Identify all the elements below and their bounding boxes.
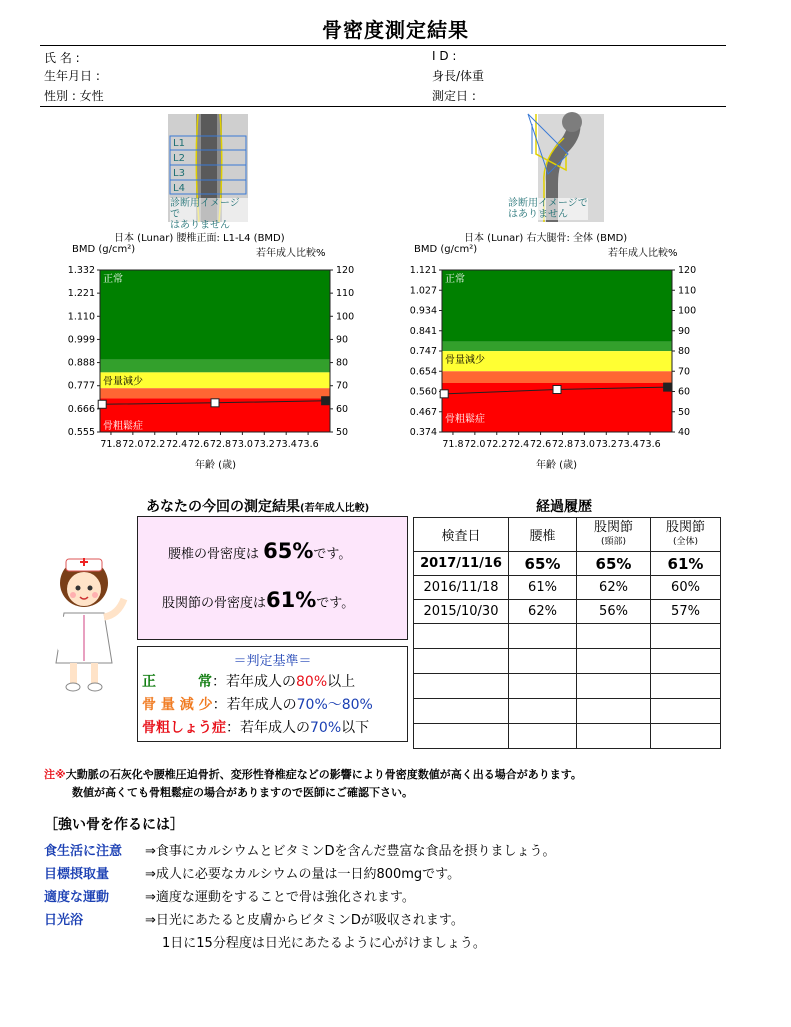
- history-cell: 62%: [509, 600, 577, 624]
- spine-bmd-label: BMD (g/cm²): [72, 244, 136, 255]
- y-right-tick-label: 70: [678, 366, 691, 378]
- y-tick-label: 0.666: [67, 403, 95, 415]
- advice-key: 食生活に注意: [44, 844, 123, 859]
- chart-zone: [442, 270, 672, 342]
- x-tick-label: 72.8: [551, 439, 574, 450]
- date-label: 測定日 :: [432, 89, 476, 103]
- hip-result-prefix: 股関節の骨密度は: [162, 596, 267, 611]
- data-point: [211, 399, 219, 407]
- x-tick-label: 72.4: [166, 439, 188, 450]
- x-tick-label: 73.4: [617, 439, 639, 450]
- spine-x-label: 年齢 (歳): [195, 460, 236, 471]
- hip-result-suffix: です。: [316, 596, 355, 611]
- y-right-tick-label: 40: [678, 427, 691, 438]
- y-tick-label: 0.560: [409, 386, 437, 398]
- zone-label-osteopenia: 骨量減少: [445, 355, 485, 367]
- history-title: 経過履歴: [536, 499, 592, 515]
- history-row: [414, 576, 721, 600]
- note-text-1: 大動脈の石灰化や腰椎圧迫骨折、変形性脊椎症などの影響により骨密度数値が高く出る場合があります。: [65, 768, 582, 781]
- zone-label-normal: 正常: [103, 274, 123, 285]
- criteria-row-normal: [142, 671, 355, 691]
- y-tick-label: 1.027: [409, 285, 437, 297]
- hip-scan-image: [508, 114, 604, 222]
- zone-label-osteoporosis: 骨粗鬆症: [103, 420, 143, 432]
- zone-label-osteoporosis: 骨粗鬆症: [445, 413, 485, 425]
- advice-key: 目標摂取量: [44, 867, 110, 882]
- criteria-post: 以下: [341, 720, 370, 736]
- y-tick-label: 1.221: [67, 288, 95, 300]
- chart-zone: [100, 388, 330, 398]
- data-point: [664, 383, 672, 391]
- history-cell: [651, 649, 721, 674]
- y-tick-label: 0.555: [67, 427, 95, 438]
- hip-result: [162, 588, 354, 612]
- note-mark: 注※: [44, 768, 66, 781]
- history-cell: [414, 649, 509, 674]
- chart-zone: [442, 371, 672, 383]
- history-cell: [651, 699, 721, 724]
- x-tick-label: 72.0: [122, 439, 144, 450]
- height-weight-label: 身長/体重: [432, 69, 485, 83]
- hip-bmd-chart: [402, 258, 712, 458]
- spine-label-l3: L3: [173, 168, 185, 179]
- history-cell: [509, 724, 577, 749]
- history-row: [414, 724, 721, 749]
- history-cell: [509, 699, 577, 724]
- chart-zone: [100, 360, 330, 373]
- history-cell: 61%: [651, 552, 721, 576]
- y-right-tick-label: 90: [336, 334, 349, 346]
- spine-result-value: 65%: [263, 539, 314, 563]
- x-tick-label: 72.2: [144, 439, 166, 450]
- id-label: I D :: [432, 49, 457, 63]
- y-tick-label: 1.110: [67, 311, 95, 323]
- history-row: [414, 674, 721, 699]
- data-point: [98, 400, 106, 408]
- hip-result-value: 61%: [266, 588, 317, 612]
- criteria-value: 70%: [310, 720, 342, 736]
- history-cell: [509, 649, 577, 674]
- spine-label-l4: L4: [173, 183, 185, 194]
- x-tick-label: 73.6: [639, 439, 661, 450]
- history-cell: [651, 624, 721, 649]
- scan-note-spine: [170, 198, 248, 231]
- history-cell: 2016/11/18: [414, 576, 509, 600]
- x-tick-label: 73.0: [573, 439, 595, 450]
- y-tick-label: 0.888: [67, 357, 95, 369]
- history-row: [414, 649, 721, 674]
- criteria-pre: ：若年成人の: [226, 720, 310, 736]
- advice-key: 適度な運動: [44, 890, 110, 905]
- y-tick-label: 0.374: [409, 427, 437, 438]
- criteria-row-osteoporosis: [142, 717, 369, 737]
- y-right-tick-label: 120: [336, 265, 355, 276]
- data-point: [322, 397, 330, 405]
- scan-note-line: 診断用イメージで: [170, 198, 240, 220]
- y-tick-label: 0.841: [409, 325, 437, 337]
- history-header-text: 腰椎: [529, 529, 556, 544]
- y-right-tick-label: 110: [336, 288, 355, 300]
- y-right-tick-label: 80: [336, 357, 349, 369]
- history-cell: [577, 699, 651, 724]
- y-tick-label: 0.934: [409, 305, 437, 317]
- criteria-label-osteoporosis: 骨粗しょう症: [142, 720, 226, 736]
- y-right-tick-label: 60: [336, 403, 349, 415]
- criteria-box: [137, 646, 408, 742]
- history-cell: [577, 624, 651, 649]
- history-cell: [414, 699, 509, 724]
- x-tick-label: 72.4: [508, 439, 530, 450]
- y-right-tick-label: 50: [336, 427, 349, 438]
- criteria-pre: ：若年成人の: [212, 674, 296, 690]
- criteria-row-osteopenia: [142, 694, 373, 714]
- advice-text: ⇒日光にあたると皮膚からビタミンDが吸収されます。: [145, 913, 464, 928]
- history-header: [414, 518, 509, 552]
- criteria-heading: ＝判定基準＝: [233, 654, 312, 669]
- x-tick-label: 72.8: [209, 439, 232, 450]
- history-cell: [414, 624, 509, 649]
- history-cell: [577, 649, 651, 674]
- x-tick-label: 72.2: [486, 439, 508, 450]
- history-header: [577, 518, 651, 552]
- criteria-value: 70%～80%: [296, 697, 373, 713]
- spine-scan-image: [168, 114, 248, 231]
- history-row: [414, 699, 721, 724]
- y-right-tick-label: 90: [678, 325, 691, 337]
- spine-label-l2: L2: [173, 153, 185, 164]
- hip-ya-label: 若年成人比較%: [608, 248, 678, 259]
- spine-result: [168, 539, 351, 563]
- history-header-row: [414, 518, 721, 552]
- history-row: [414, 552, 721, 576]
- x-tick-label: 73.4: [275, 439, 297, 450]
- x-tick-label: 72.6: [187, 439, 210, 450]
- scan-note-line: 診断用イメージで: [508, 198, 588, 209]
- history-subheader: (全体): [672, 536, 699, 547]
- history-header-text: 股関節: [665, 519, 705, 535]
- criteria-label-normal: 正 常: [142, 674, 212, 690]
- note-line-1: [44, 766, 582, 782]
- history-row: [414, 624, 721, 649]
- y-right-tick-label: 50: [678, 406, 691, 418]
- y-right-tick-label: 100: [678, 305, 697, 317]
- page-title: 骨密度測定結果: [322, 18, 469, 42]
- history-cell: 61%: [509, 576, 577, 600]
- scan-note-hip: [508, 198, 588, 220]
- history-table: [413, 517, 721, 749]
- y-right-tick-label: 100: [336, 311, 355, 323]
- history-cell: [577, 674, 651, 699]
- y-tick-label: 0.747: [409, 346, 437, 357]
- y-tick-label: 0.654: [409, 366, 437, 378]
- y-tick-label: 0.467: [409, 406, 437, 418]
- info-rule: [40, 106, 726, 107]
- history-cell: 56%: [577, 600, 651, 624]
- x-tick-label: 73.0: [231, 439, 253, 450]
- history-header: [651, 518, 721, 552]
- history-cell: 65%: [509, 552, 577, 576]
- scan-note-line: はありません: [508, 209, 568, 220]
- history-row: [414, 600, 721, 624]
- y-right-tick-label: 110: [678, 285, 697, 297]
- header-rule: [40, 45, 726, 46]
- criteria-pre: ：若年成人の: [212, 697, 297, 713]
- birth-label: 生年月日 :: [44, 69, 100, 83]
- history-header-text: 検査日: [441, 529, 481, 544]
- x-tick-label: 73.6: [297, 439, 319, 450]
- y-right-tick-label: 70: [336, 380, 349, 392]
- y-tick-label: 0.999: [67, 334, 95, 346]
- history-subheader: (頸部): [600, 536, 627, 547]
- result-heading-small: (若年成人比較): [300, 503, 370, 514]
- history-cell: 65%: [577, 552, 651, 576]
- result-heading-text: あなたの今回の測定結果: [146, 499, 300, 515]
- hip-bmd-label: BMD (g/cm²): [414, 244, 478, 255]
- x-tick-label: 73.2: [253, 439, 275, 450]
- x-tick-label: 72.6: [529, 439, 552, 450]
- name-label: 氏 名 :: [44, 51, 80, 65]
- advice-heading: ［強い骨を作るには］: [44, 817, 184, 833]
- history-cell: [414, 674, 509, 699]
- y-right-tick-label: 120: [678, 265, 697, 276]
- y-tick-label: 1.332: [67, 265, 95, 276]
- y-tick-label: 0.777: [67, 380, 95, 392]
- advice-key: 日光浴: [44, 913, 84, 928]
- hip-chart-caption: 日本 (Lunar) 右大腿骨: 全体 (BMD): [464, 233, 628, 244]
- result-box: [137, 516, 408, 640]
- advice-text: ⇒成人に必要なカルシウムの量は一日約800mgです。: [145, 867, 461, 882]
- scan-note-line: はありません: [170, 220, 230, 231]
- sex-label: 性別 : 女性: [44, 89, 104, 103]
- spine-label-l1: L1: [173, 138, 185, 149]
- criteria-value: 80%: [296, 674, 328, 690]
- chart-zone: [100, 270, 330, 360]
- spine-ya-label: 若年成人比較%: [256, 248, 326, 259]
- criteria-post: 以上: [327, 674, 356, 690]
- history-cell: [509, 624, 577, 649]
- nurse-illustration: [40, 555, 132, 697]
- y-right-tick-label: 80: [678, 346, 691, 357]
- y-right-tick-label: 60: [678, 386, 691, 398]
- y-tick-label: 1.121: [409, 265, 437, 276]
- x-tick-label: 73.2: [595, 439, 617, 450]
- history-cell: [651, 674, 721, 699]
- criteria-label-osteopenia: 骨 量 減 少: [142, 697, 213, 713]
- advice-text: ⇒食事にカルシウムとビタミンDを含んだ豊富な食品を摂りましょう。: [145, 844, 556, 859]
- x-tick-label: 71.8: [100, 439, 122, 450]
- history-cell: [651, 724, 721, 749]
- x-tick-label: 71.8: [442, 439, 464, 450]
- history-cell: 57%: [651, 600, 721, 624]
- data-point: [440, 390, 448, 398]
- spine-bmd-chart: [60, 258, 370, 458]
- history-cell: [577, 724, 651, 749]
- zone-label-osteopenia: 骨量減少: [103, 376, 143, 388]
- history-cell: 2017/11/16: [414, 552, 509, 576]
- chart-zone: [442, 342, 672, 351]
- history-cell: 2015/10/30: [414, 600, 509, 624]
- spine-chart-caption: 日本 (Lunar) 腰椎正面: L1-L4 (BMD): [114, 233, 285, 244]
- zone-label-normal: 正常: [445, 274, 465, 285]
- history-cell: [414, 724, 509, 749]
- spine-result-prefix: 腰椎の骨密度は: [168, 547, 264, 562]
- hip-x-label: 年齢 (歳): [536, 460, 577, 471]
- result-heading: [146, 496, 369, 516]
- history-cell: 60%: [651, 576, 721, 600]
- history-header-text: 股関節: [593, 519, 633, 535]
- note-line-2: 数値が高くても骨粗鬆症の場合がありますので医師にご確認下さい。: [72, 786, 413, 799]
- history-cell: 62%: [577, 576, 651, 600]
- data-point: [553, 385, 561, 393]
- history-cell: [509, 674, 577, 699]
- x-tick-label: 72.0: [464, 439, 486, 450]
- advice-text: ⇒適度な運動をすることで骨は強化されます。: [145, 890, 415, 905]
- advice-extra: 1日に15分程度は日光にあたるように心がけましょう。: [162, 936, 486, 951]
- history-header: [509, 518, 577, 552]
- spine-result-suffix: です。: [313, 547, 352, 562]
